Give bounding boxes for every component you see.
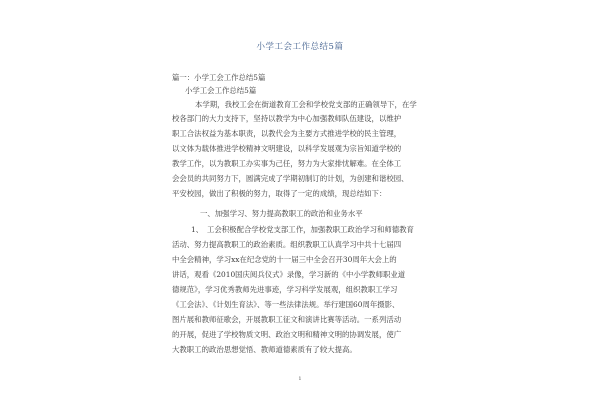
paragraph-line: 中全会精神，学习xx在纪念党的十一届三中全会召开30周年大会上的 [172, 255, 397, 264]
paragraph-line: 讲话，观看《2010国庆阅兵仪式》录像，学习新的《中小学教师职业道 [172, 270, 406, 279]
subheading: 小学工会工作总结5篇 [185, 86, 257, 95]
section-heading: 篇一：小学工会工作总结5篇 [172, 73, 266, 82]
paragraph-line: 德规范》，学习优秀教师先进事迹，学习科学发展观，组织教职工学习 [172, 285, 398, 294]
page-number: 1 [298, 376, 302, 382]
paragraph-line: 大教职工的政治思想觉悟、教师道德素质有了较大提高。 [172, 345, 357, 354]
paragraph-line: 以文体为载体推进学校精神文明建设，以科学发展观为宗旨知道学校的 [172, 144, 402, 153]
paragraph-line: 本学期，我校工会在街道教育工会和学校党支部的正确领导下，在学 [195, 100, 417, 109]
paragraph-line: 的开展，促进了学校物质文明、政治文明和精神文明的协调发展，使广 [172, 330, 402, 339]
paragraph-line: 教学工作，以为教职工办实事为己任，努力为大家排忧解难。在全体工 [172, 159, 402, 168]
document-title: 小学工会工作总结5篇 [256, 42, 344, 52]
paragraph-line: 工会积极配合学校党支部工作，加强教职工政治学习和师德教育 [207, 225, 414, 234]
paragraph-line: 校各部门的大力支持下，坚持以教学为中心加强教师队伍建设，以维护 [172, 114, 402, 123]
paragraph-line: 职工合法权益为基本职责，以教代会为主要方式推进学校的民主管理， [172, 129, 402, 138]
paragraph-line: 会会员的共同努力下，圆满完成了学期初制订的计划，为创建和谐校园、 [172, 174, 409, 183]
paragraph-line: 图片展和教师征歌会，开展教职工征文和演讲比赛等活动。一系列活动 [172, 315, 402, 324]
paragraph-line: 平安校园，做出了积极的努力，取得了一定的成绩，现总结如下： [172, 189, 387, 198]
item-heading: 一、加强学习、努力提高教职工的政治和业务水平 [200, 209, 363, 218]
item-number: 1、 [191, 225, 204, 234]
paragraph-line: 《工会法》、《计划生育法》、等一些法律法规。举行建国60周年摄影、 [172, 300, 400, 309]
paragraph-line: 活动、努力提高教职工的政治素质。组织教职工认真学习中共十七届四 [172, 240, 402, 249]
